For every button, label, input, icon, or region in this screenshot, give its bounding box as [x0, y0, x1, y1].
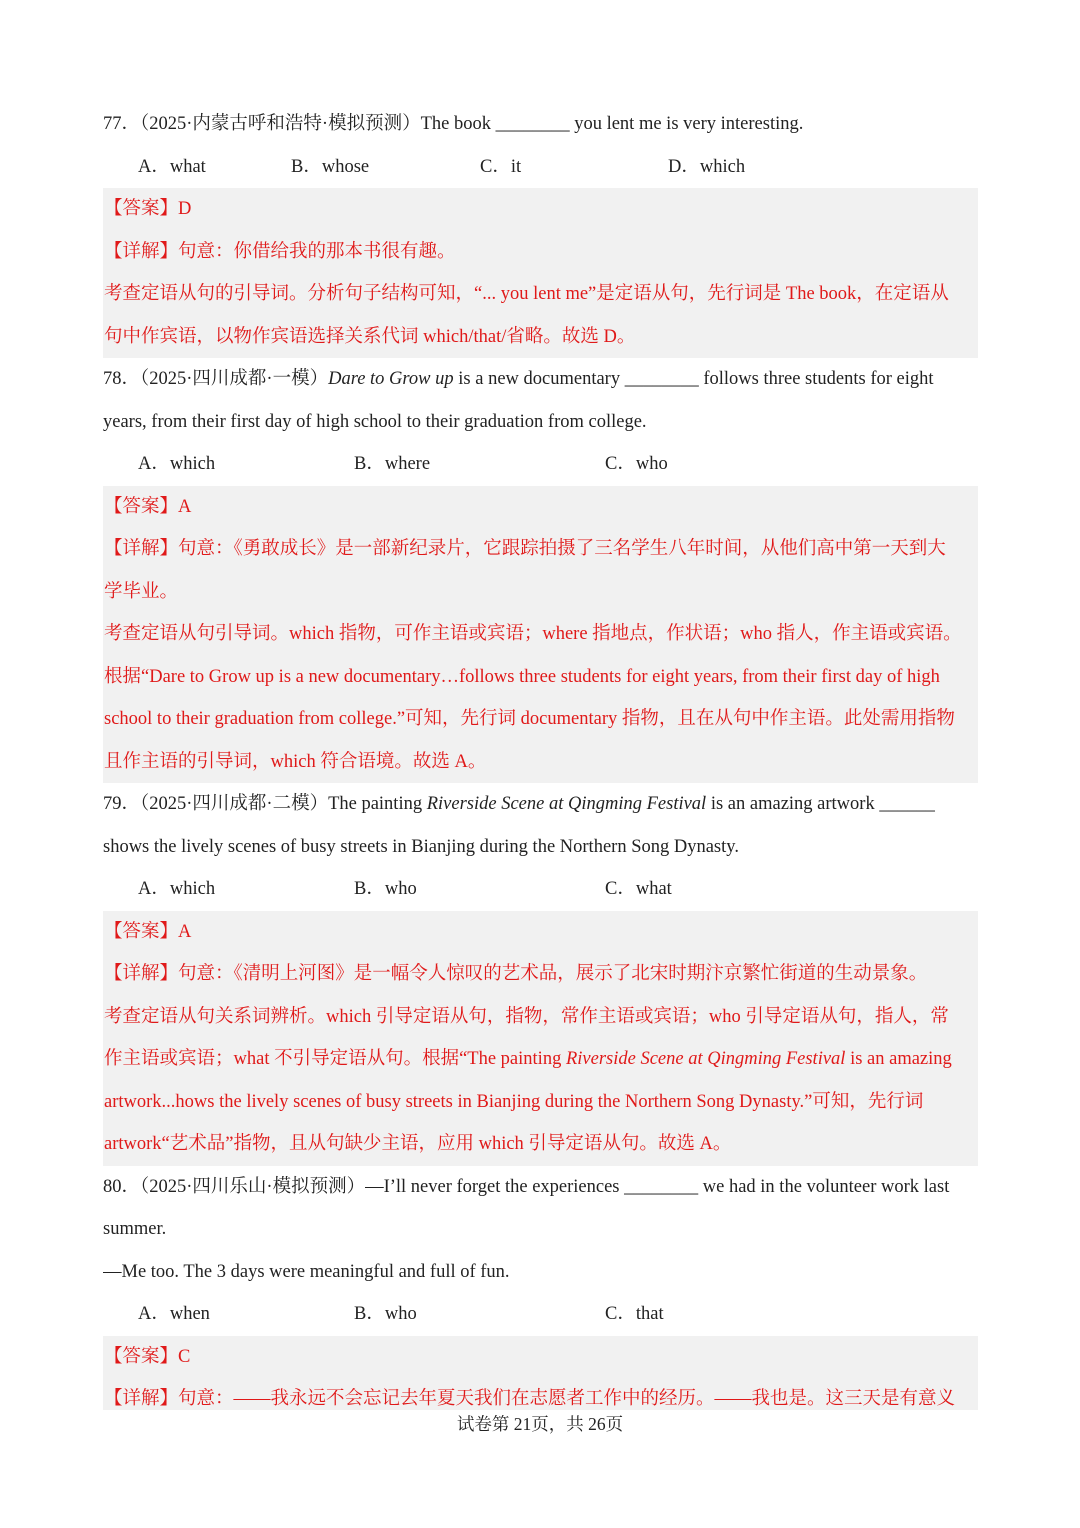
- detail-line: 【详解】句意：《清明上河图》是一幅令人惊叹的艺术品，展示了北宋时期汴京繁忙街道的生动景象。: [104, 964, 928, 984]
- question-stem: years, from their first day of high school to their graduation from college.: [103, 411, 647, 432]
- detail-line-prefix: 作主语或宾语；what 不引导定语从句。根据“The painting: [104, 1049, 566, 1069]
- detail-line: 【详解】句意：《勇敢成长》是一部新纪录片，它跟踪拍摄了三名学生八年时间，从他们高中第一天到大: [104, 539, 946, 559]
- answer-block: [103, 911, 978, 1166]
- detail-line: [103, 1038, 978, 1081]
- option-c: C．what: [605, 879, 672, 899]
- question-79: [103, 783, 978, 1166]
- answer-label: 【答案】D: [104, 199, 192, 219]
- question-stem-rest: is an amazing artwork ______: [706, 794, 935, 814]
- option-c: C．it: [480, 156, 522, 177]
- question-stem-prefix: 79．（2025·四川成都·二模）The painting: [103, 794, 427, 814]
- answer-label: 【答案】A: [104, 921, 192, 942]
- options-row: [103, 146, 978, 189]
- detail-line: artwork...hows the lively scenes of busy streets in Bianjing during the Northern Song Dynasty.”可知，先行词: [104, 1091, 924, 1112]
- detail-line: 且作主语的引导词，which 符合语境。故选 A。: [104, 751, 487, 772]
- option-a: A．when: [138, 1304, 210, 1324]
- question-80: [103, 1166, 978, 1411]
- option-b: B．who: [354, 879, 417, 899]
- question-77: [103, 103, 978, 358]
- answer-block: [103, 486, 978, 784]
- question-stem-prefix: 78．（2025·四川成都·一模）: [103, 369, 329, 389]
- answer-label: 【答案】C: [104, 1346, 191, 1367]
- question-stem: summer.: [103, 1219, 167, 1239]
- option-b: B．where: [354, 454, 431, 474]
- options-row: [103, 1293, 978, 1336]
- detail-line: 句中作宾语，以物作宾语选择关系代词 which/that/省略。故选 D。: [104, 326, 636, 347]
- painting-title: Riverside Scene at Qingming Festival: [565, 1049, 846, 1069]
- question-stem: [103, 783, 978, 826]
- detail-line: artwork“艺术品”指物，且从句缺少主语，应用 which 引导定语从句。故选 A。: [104, 1134, 732, 1154]
- answer-block: [103, 1336, 978, 1411]
- option-c: C．who: [605, 454, 668, 474]
- options-row: [103, 868, 978, 911]
- question-stem: 80．（2025·四川乐山·模拟预测）—I’ll never forget the experiences ________ we had in the volunteer work last: [103, 1176, 950, 1197]
- question-stem: —Me too. The 3 days were meaningful and full of fun.: [103, 1261, 510, 1282]
- option-c: C．that: [605, 1304, 664, 1324]
- detail-line: 考查定语从句的引导词。分析句子结构可知，“... you lent me”是定语从句，先行词是 The book，在定语从: [104, 284, 949, 304]
- question-stem: 77．（2025·内蒙古呼和浩特·模拟预测）The book ________ you lent me is very interesting.: [103, 114, 804, 134]
- painting-title: Riverside Scene at Qingming Festival: [426, 794, 707, 814]
- detail-line: 考查定语从句引导词。which 指物，可作主语或宾语；where 指地点，作状语；who 指人，作主语或宾语。: [104, 624, 962, 644]
- detail-line: school to their graduation from college.”可知，先行词 documentary 指物，且在从句中作主语。此处需用指物: [104, 709, 955, 729]
- answer-block: [103, 188, 978, 358]
- detail-line-rest: is an amazing: [845, 1049, 952, 1069]
- question-78: [103, 358, 978, 783]
- question-stem: shows the lively scenes of busy streets in Bianjing during the Northern Song Dynasty.: [103, 836, 739, 857]
- exam-page-content: [103, 103, 978, 1410]
- detail-line: 【详解】句意：——我永远不会忘记去年夏天我们在志愿者工作中的经历。——我也是。这三天是有意义: [104, 1389, 956, 1409]
- option-b: B．whose: [291, 156, 370, 177]
- detail-line: 【详解】句意：你借给我的那本书很有趣。: [104, 241, 456, 262]
- option-a: A．what: [138, 156, 206, 177]
- answer-label: 【答案】A: [104, 496, 192, 517]
- detail-line: 考查定语从句关系词辨析。which 引导定语从句，指物，常作主语或宾语；who 引导定语从句，指人，常: [104, 1006, 949, 1027]
- option-a: A．which: [138, 879, 216, 899]
- option-d: D．which: [668, 156, 746, 177]
- detail-line: 根据“Dare to Grow up is a new documentary…follows three students for eight years, from their first day of high: [104, 666, 940, 687]
- question-stem: [103, 358, 978, 401]
- page-footer: 试卷第 21页，共 26页: [456, 1414, 624, 1434]
- question-stem-rest: is a new documentary ________ follows three students for eight: [453, 369, 934, 389]
- option-b: B．who: [354, 1304, 417, 1324]
- options-row: [103, 443, 978, 486]
- documentary-title: Dare to Grow up: [328, 369, 454, 389]
- option-a: A．which: [138, 454, 216, 474]
- detail-line: 学毕业。: [104, 581, 179, 602]
